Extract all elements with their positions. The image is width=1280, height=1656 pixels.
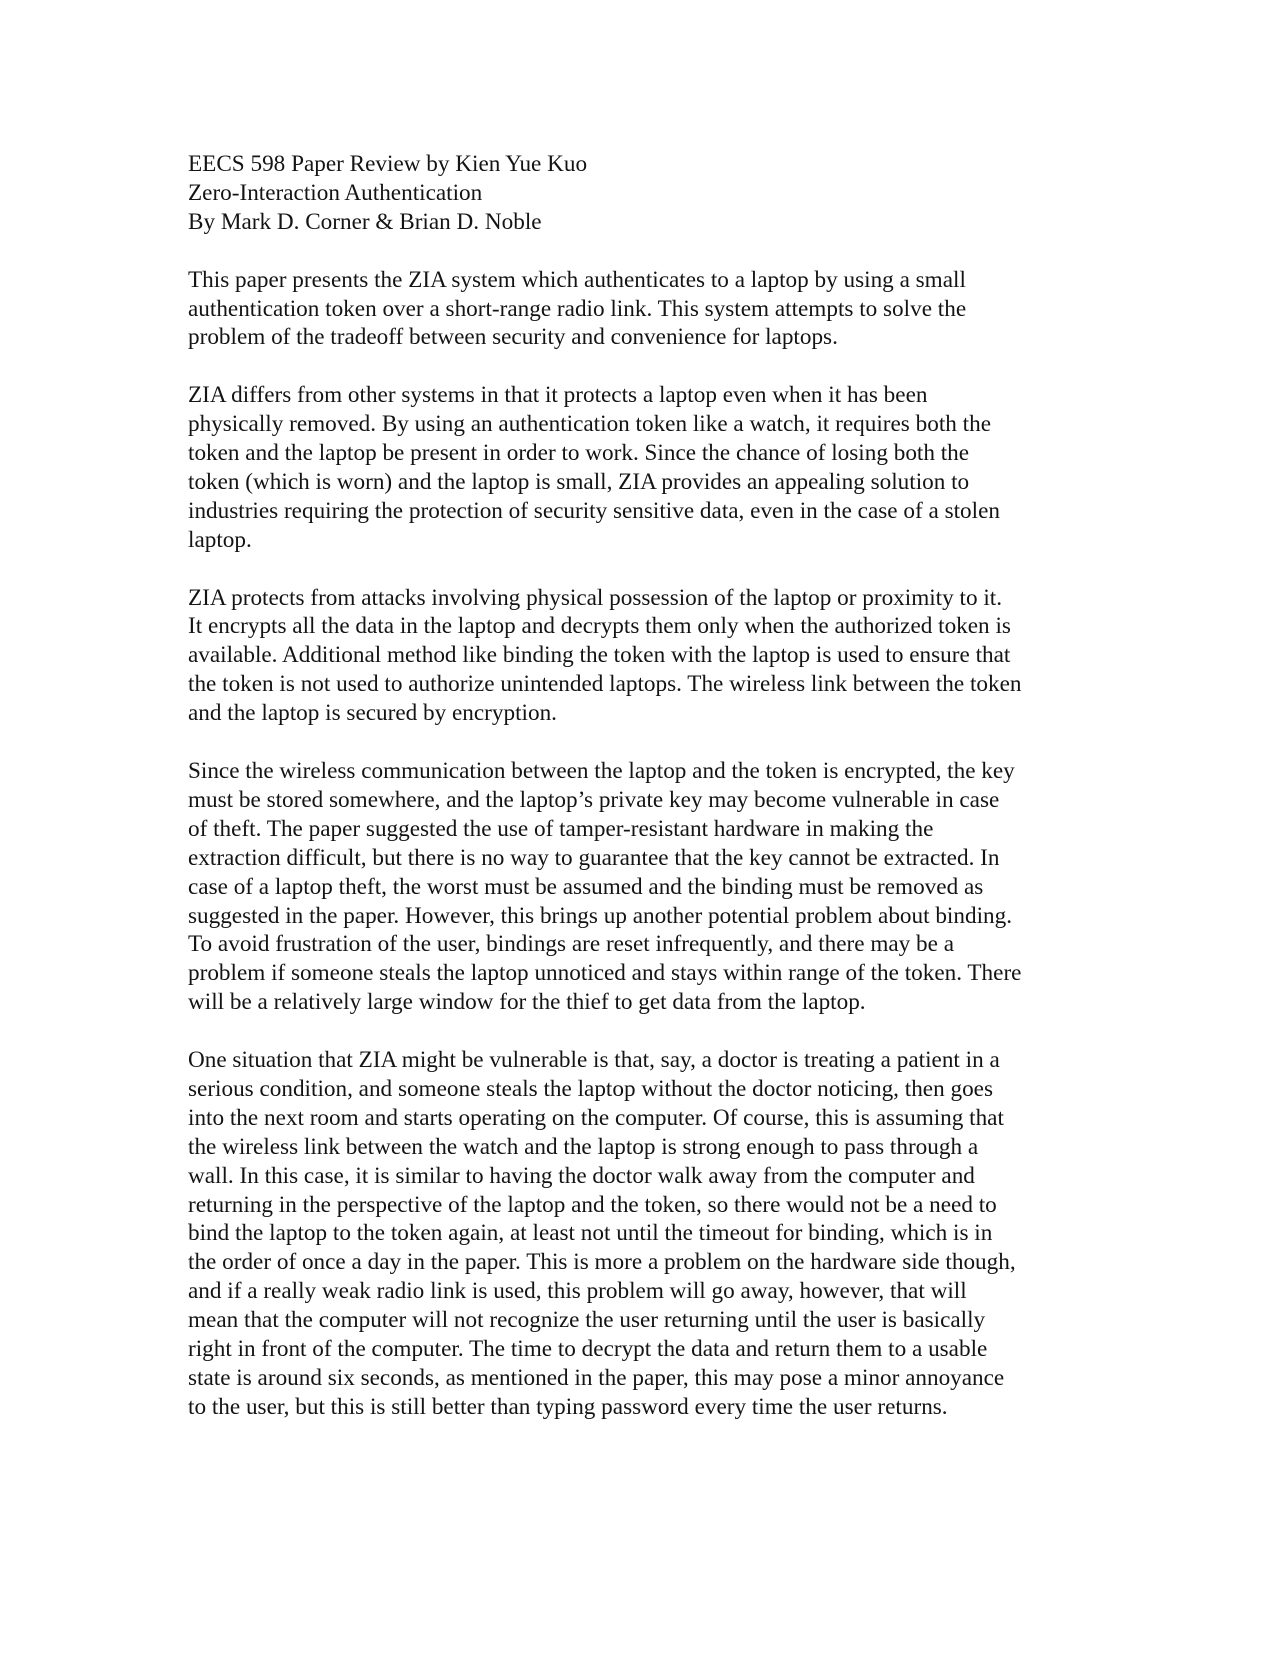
paragraph-protection: [188, 584, 1098, 729]
paragraph-summary: [188, 266, 1098, 353]
text-line: and the laptop is secured by encryption.: [188, 700, 557, 727]
text-line: problem of the tradeoff between security and convenience for laptops.: [188, 324, 838, 351]
text-line: ZIA protects from attacks involving physical possession of the laptop or proximity to it.: [188, 584, 1003, 611]
text-line: One situation that ZIA might be vulnerable is that, say, a doctor is treating a patient in a: [188, 1047, 1000, 1074]
text-line: bind the laptop to the token again, at least not until the timeout for binding, which is in: [188, 1220, 993, 1247]
text-line: available. Additional method like binding the token with the laptop is used to ensure that: [188, 642, 1011, 669]
text-line: will be a relatively large window for the thief to get data from the laptop.: [188, 989, 866, 1016]
text-line: wall. In this case, it is similar to having the doctor walk away from the computer and: [188, 1162, 975, 1189]
text-line: right in front of the computer. The time to decrypt the data and return them to a usable: [188, 1336, 988, 1363]
text-line: authentication token over a short-range radio link. This system attempts to solve the: [188, 295, 967, 322]
text-line: token and the laptop be present in order to work. Since the chance of losing both the: [188, 440, 970, 467]
text-line: To avoid frustration of the user, bindings are reset infrequently, and there may be a: [188, 931, 955, 958]
text-line: to the user, but this is still better than typing password every time the user returns.: [188, 1393, 948, 1420]
text-line: ZIA differs from other systems in that it protects a laptop even when it has been: [188, 382, 928, 409]
text-line: extraction difficult, but there is no way to guarantee that the key cannot be extracted. In: [188, 844, 1000, 871]
text-line: case of a laptop theft, the worst must be assumed and the binding must be removed as: [188, 873, 984, 900]
text-line: returning in the perspective of the laptop and the token, so there would not be a need to: [188, 1191, 997, 1218]
text-line: of theft. The paper suggested the use of tamper-resistant hardware in making the: [188, 815, 934, 842]
text-line: and if a really weak radio link is used, this problem will go away, however, that will: [188, 1278, 967, 1305]
text-line: into the next room and starts operating on the computer. Of course, this is assuming that: [188, 1104, 1004, 1131]
text-line: serious condition, and someone steals the laptop without the doctor noticing, then goes: [188, 1075, 993, 1102]
text-line: the token is not used to authorize unintended laptops. The wireless link between the token: [188, 671, 1022, 698]
text-line: the wireless link between the watch and the laptop is strong enough to pass through a: [188, 1133, 979, 1160]
text-line: suggested in the paper. However, this brings up another potential problem about binding.: [188, 902, 1012, 929]
text-line: the order of once a day in the paper. This is more a problem on the hardware side though,: [188, 1249, 1016, 1276]
review-text: [188, 150, 1098, 1422]
text-line: Since the wireless communication between the laptop and the token is encrypted, the key: [188, 757, 1015, 784]
paragraph-differences: [188, 381, 1098, 554]
text-line: token (which is worn) and the laptop is small, ZIA provides an appealing solution to: [188, 468, 970, 495]
text-line: mean that the computer will not recognize the user returning until the user is basically: [188, 1307, 986, 1334]
text-line: physically removed. By using an authentication token like a watch, it requires both the: [188, 411, 991, 438]
course-line: EECS 598 Paper Review by Kien Yue Kuo: [188, 151, 588, 177]
text-line: It encrypts all the data in the laptop and decrypts them only when the authorized token is: [188, 613, 1011, 640]
paper-title: Zero-Interaction Authentication: [188, 179, 483, 206]
paragraph-vulnerability: [188, 1046, 1098, 1422]
paragraph-key-storage: [188, 757, 1098, 1017]
authors-line: By Mark D. Corner & Brian D. Noble: [188, 208, 542, 235]
text-line: must be stored somewhere, and the laptop’s private key may become vulnerable in case: [188, 786, 1000, 813]
text-line: industries requiring the protection of security sensitive data, even in the case of a stolen: [188, 497, 1000, 524]
text-line: laptop.: [188, 526, 252, 553]
text-line: problem if someone steals the laptop unnoticed and stays within range of the token. There: [188, 960, 1022, 987]
text-line: state is around six seconds, as mentioned in the paper, this may pose a minor annoyance: [188, 1364, 1005, 1391]
text-line: This paper presents the ZIA system which authenticates to a laptop by using a small: [188, 266, 966, 293]
